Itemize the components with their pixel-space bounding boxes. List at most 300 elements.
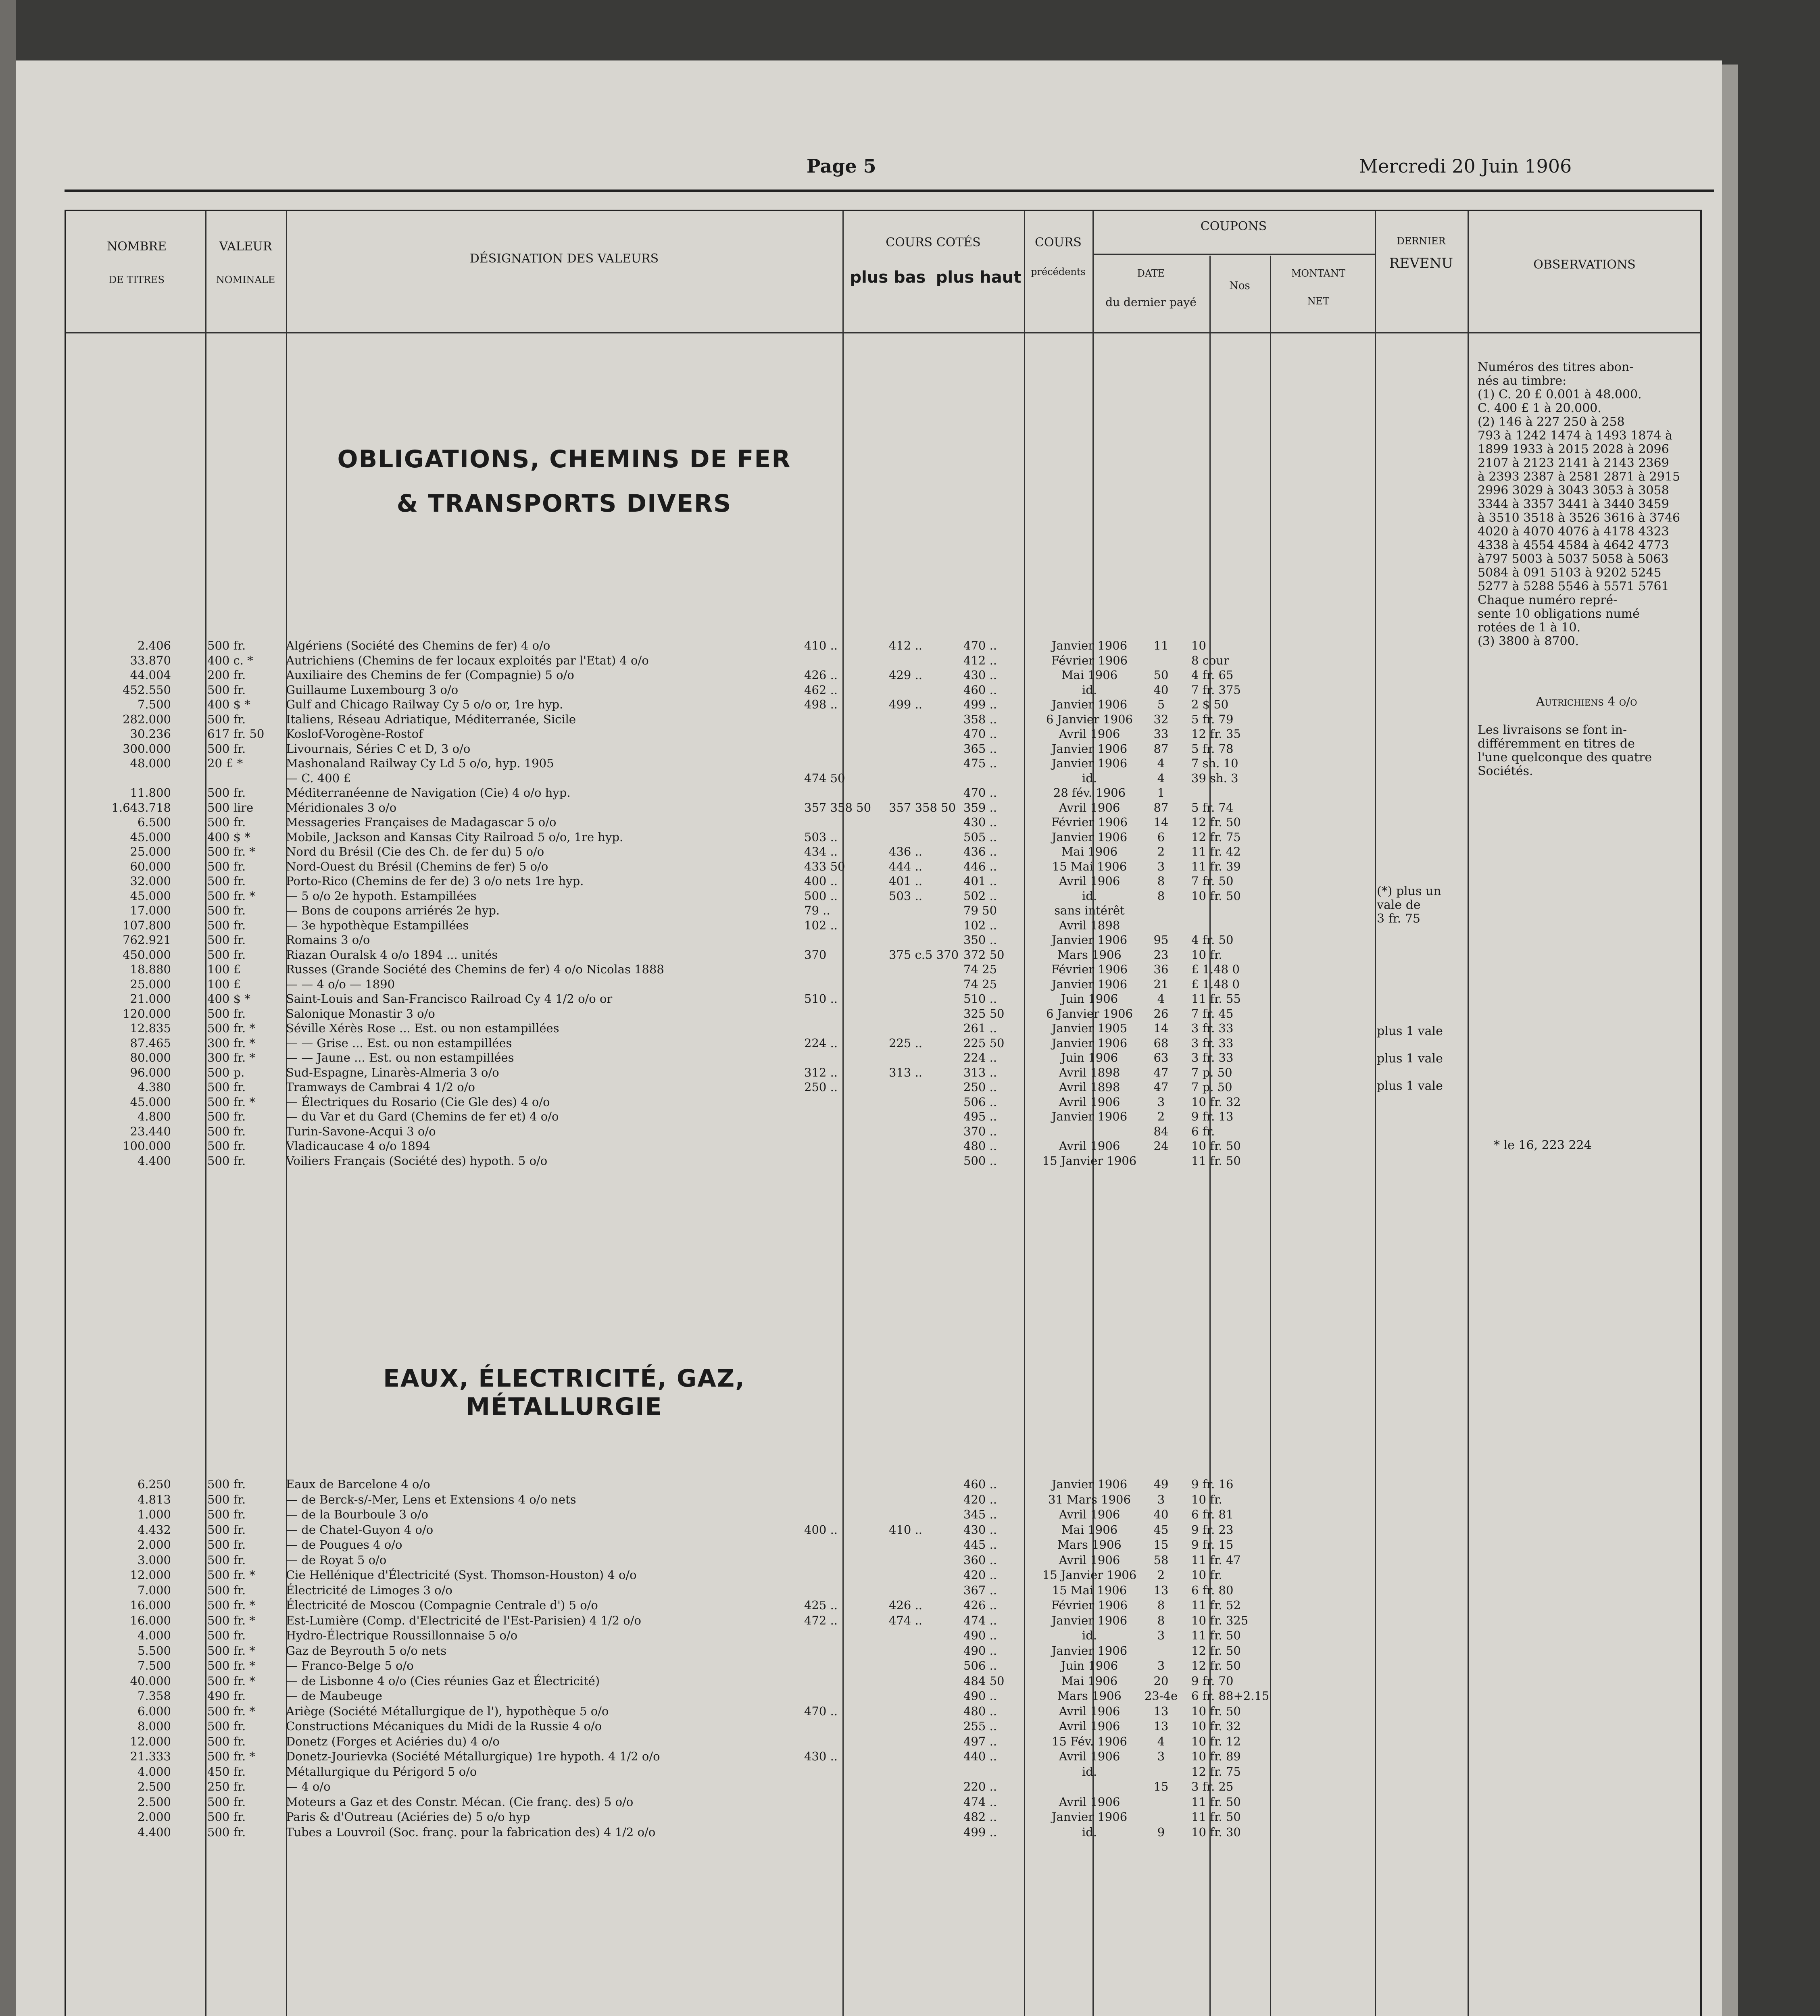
note-le-16: * le 16, 223 224 <box>1494 1138 1592 1152</box>
coupon-date-cell: Avril 1906 <box>1059 800 1120 814</box>
coupon-date-cell: id. <box>1082 1629 1097 1642</box>
montant-net-cell: 7 fr. 45 <box>1191 1006 1234 1020</box>
cours-precedent-cell: 358 .. <box>963 712 997 726</box>
plus-bas-cell: 102 .. <box>804 918 838 932</box>
designation-cell: Hydro-Électrique Roussillonnaise 5 o/o <box>286 1629 518 1642</box>
montant-net-cell: 6 fr. 80 <box>1191 1583 1234 1597</box>
nombre-cell: 45.000 <box>130 1095 171 1109</box>
nombre-cell: 12.835 <box>130 1021 171 1035</box>
coupon-no-cell: 20 <box>1153 1674 1169 1688</box>
nombre-cell: 6.000 <box>137 1704 171 1718</box>
designation-cell: Vladicaucase 4 o/o 1894 <box>286 1139 430 1153</box>
table-row <box>66 1810 1700 1824</box>
nombre-cell: 60.000 <box>130 859 171 873</box>
cours-precedent-cell: 497 .. <box>963 1734 997 1748</box>
nombre-cell: 100.000 <box>123 1139 171 1153</box>
table-row <box>66 830 1700 844</box>
valeur-cell: 500 fr. * <box>207 1598 255 1612</box>
nombre-cell: 44.004 <box>130 668 171 682</box>
coupon-no-cell: 3 <box>1157 1659 1165 1672</box>
coupon-no-cell: 87 <box>1153 741 1169 756</box>
designation-cell: Koslof-Vorogène-Rostof <box>286 727 423 741</box>
observation-line: (3) 3800 à 8700. <box>1478 634 1579 648</box>
coupon-no-cell: 2 <box>1157 845 1165 858</box>
coupon-no-cell: 13 <box>1153 1704 1169 1718</box>
designation-cell: Russes (Grande Société des Chemins de fer) 4 o/o Nicolas 1888 <box>286 962 664 976</box>
valeur-cell: 500 fr. <box>207 1719 246 1733</box>
coupon-no-cell: 23 <box>1153 948 1169 962</box>
coupon-date-cell: Janvier 1906 <box>1051 698 1128 711</box>
cours-precedent-cell: 372 50 <box>963 948 1005 962</box>
cours-precedent-cell: 470 .. <box>963 786 997 800</box>
observations-autrichiens <box>1478 723 1695 778</box>
coupon-date-cell: 31 Mars 1906 <box>1048 1492 1131 1506</box>
nombre-cell: 300.000 <box>123 741 171 756</box>
table-row <box>66 1523 1700 1537</box>
observation-line: 5084 à 091 5103 à 9202 5245 <box>1478 566 1662 580</box>
coupon-no-cell: 47 <box>1153 1065 1169 1079</box>
montant-net-cell: 10 fr. 50 <box>1191 1704 1241 1718</box>
montant-net-cell: 7 fr. 50 <box>1191 874 1234 888</box>
coupon-date-cell: Février 1906 <box>1051 1598 1128 1612</box>
valeur-cell: 300 fr. * <box>207 1036 255 1050</box>
cours-precedent-cell: 426 .. <box>963 1598 997 1612</box>
coupon-date-cell: 15 Janvier 1906 <box>1042 1154 1137 1168</box>
table-row <box>66 1493 1700 1506</box>
table-row <box>66 1614 1700 1627</box>
table-row <box>66 1154 1700 1168</box>
nombre-cell: 1.643.718 <box>111 800 171 814</box>
observation-line: C. 400 £ 1 à 20.000. <box>1478 401 1601 415</box>
valeur-cell: 500 fr. <box>207 1124 246 1138</box>
coupon-date-cell: Janvier 1906 <box>1051 741 1128 756</box>
valeur-cell: 500 lire <box>207 800 254 814</box>
montant-net-cell: 11 fr. 39 <box>1191 859 1241 873</box>
valeur-cell: 500 fr. <box>207 1477 246 1491</box>
observation-line: Les livraisons se font in- <box>1478 723 1627 737</box>
coupon-date-cell: Mars 1906 <box>1057 1689 1122 1703</box>
designation-cell: — de Berck-s/-Mer, Lens et Extensions 4 o/o nets <box>286 1492 576 1506</box>
valeur-cell: 500 fr. * <box>207 1613 255 1627</box>
coupon-no-cell: 32 <box>1153 712 1169 726</box>
montant-net-cell: 7 fr. 375 <box>1191 683 1241 697</box>
col-nos: Nos <box>1229 280 1250 292</box>
designation-cell: — Électriques du Rosario (Cie Gle des) 4 o/o <box>286 1095 550 1109</box>
observation-line: (2) 146 à 227 250 à 258 <box>1478 415 1625 429</box>
valeur-cell: 500 fr. <box>207 918 246 932</box>
valeur-cell: 500 fr. * <box>207 1643 255 1658</box>
designation-cell: Guillaume Luxembourg 3 o/o <box>286 683 459 697</box>
section-title-chemins-de-fer: OBLIGATIONS, CHEMINS DE FER <box>337 445 791 473</box>
montant-net-cell: 3 fr. 25 <box>1191 1780 1234 1793</box>
montant-net-cell: 3 fr. 33 <box>1191 1036 1234 1050</box>
valeur-cell: 400 $ * <box>207 698 250 711</box>
nombre-cell: 16.000 <box>130 1613 171 1627</box>
coupon-no-cell: 9 <box>1157 1825 1165 1839</box>
designation-cell: Sud-Espagne, Linarès-Almeria 3 o/o <box>286 1065 499 1079</box>
designation-cell: — — Grise ... Est. ou non estampillées <box>286 1036 512 1050</box>
coupon-no-cell: 3 <box>1157 859 1165 873</box>
plus-bas-cell: 370 <box>804 948 827 962</box>
nombre-cell: 7.500 <box>137 1659 171 1672</box>
table-row <box>66 1125 1700 1138</box>
col-nombre: NOMBRE DE TITRES <box>106 240 167 285</box>
nombre-cell: 25.000 <box>130 845 171 858</box>
cours-precedent-cell: 420 .. <box>963 1568 997 1582</box>
coupon-no-cell: 2 <box>1157 1568 1165 1582</box>
coupon-no-cell: 15 <box>1153 1538 1169 1552</box>
nombre-cell: 33.870 <box>130 653 171 667</box>
table-row <box>66 948 1700 962</box>
coupon-date-cell: Janvier 1906 <box>1051 1643 1128 1658</box>
coupon-date-cell: id. <box>1082 1764 1097 1779</box>
valeur-cell: 400 c. * <box>207 653 253 667</box>
table-row <box>66 712 1700 726</box>
nombre-cell: 2.500 <box>137 1780 171 1793</box>
coupon-date-cell: 15 Fév. 1906 <box>1052 1734 1127 1748</box>
designation-cell: Méditerranéenne de Navigation (Cie) 4 o/o hyp. <box>286 786 571 800</box>
montant-net-cell: 9 fr. 70 <box>1191 1674 1234 1688</box>
designation-cell: Turin-Savone-Acqui 3 o/o <box>286 1124 436 1138</box>
montant-net-cell: 6 fr. 81 <box>1191 1508 1234 1521</box>
montant-net-cell: £ 1.48 0 <box>1191 962 1240 976</box>
cours-precedent-cell: 505 .. <box>963 830 997 844</box>
page-date: Mercredi 20 Juin 1906 <box>1359 155 1572 177</box>
observation-line: 3344 à 3357 3441 à 3440 3459 <box>1478 497 1669 511</box>
coupon-date-cell: Janvier 1906 <box>1051 639 1128 652</box>
plus-haut-cell: 436 .. <box>889 845 923 858</box>
section-title-eaux: EAUX, ÉLECTRICITÉ, GAZ, MÉTALLURGIE <box>383 1364 745 1421</box>
nombre-cell: 2.406 <box>137 639 171 652</box>
table-row <box>66 654 1700 667</box>
montant-net-cell: 12 fr. 50 <box>1191 1659 1241 1672</box>
montant-net-cell: 5 fr. 74 <box>1191 800 1234 814</box>
montant-net-cell: 10 fr. 89 <box>1191 1749 1241 1763</box>
montant-net-cell: 39 sh. 3 <box>1191 771 1238 785</box>
nombre-cell: 87.465 <box>130 1036 171 1050</box>
cours-precedent-cell: 480 .. <box>963 1704 997 1718</box>
designation-cell: Messageries Françaises de Madagascar 5 o/o <box>286 815 557 829</box>
coupon-date-cell: Avril 1906 <box>1059 727 1120 741</box>
designation-cell: — du Var et du Gard (Chemins de fer et) 4 o/o <box>286 1110 559 1123</box>
designation-cell: Cie Hellénique d'Électricité (Syst. Thomson-Houston) 4 o/o <box>286 1568 637 1582</box>
valeur-cell: 500 fr. <box>207 1583 246 1597</box>
cours-precedent-cell: 225 50 <box>963 1036 1005 1050</box>
coupon-date-cell: Janvier 1906 <box>1051 1110 1128 1123</box>
plus-haut-cell: 375 c.5 370 <box>889 948 959 962</box>
montant-net-cell: 9 fr. 23 <box>1191 1522 1234 1537</box>
montant-net-cell: 9 fr. 13 <box>1191 1110 1234 1123</box>
plus-haut-cell: 426 .. <box>889 1598 923 1612</box>
plus-bas-cell: 498 .. <box>804 698 838 711</box>
cours-precedent-cell: 474 .. <box>963 1613 997 1627</box>
montant-net-cell: 9 fr. 15 <box>1191 1538 1234 1552</box>
plus-bas-cell: 357 358 50 <box>804 800 871 814</box>
valeur-cell: 500 fr. * <box>207 1659 255 1672</box>
coupon-date-cell: 15 Janvier 1906 <box>1042 1568 1137 1582</box>
coupon-date-cell: Juin 1906 <box>1061 1659 1118 1672</box>
plus-haut-cell: 410 .. <box>889 1522 923 1537</box>
plus-haut-cell: 401 .. <box>889 874 923 888</box>
observation-line: différemment en titres de <box>1478 737 1635 751</box>
cours-precedent-cell: 506 .. <box>963 1095 997 1109</box>
table-row <box>66 786 1700 800</box>
valeur-cell: 500 fr. <box>207 1508 246 1521</box>
cours-precedent-cell: 480 .. <box>963 1139 997 1153</box>
coupon-date-cell: Février 1906 <box>1051 962 1128 976</box>
observation-line: 2996 3029 à 3043 3053 à 3058 <box>1478 483 1669 498</box>
table-row <box>66 1735 1700 1748</box>
montant-net-cell: 10 fr. <box>1191 1492 1222 1506</box>
coupon-date-cell: Mai 1906 <box>1061 1522 1118 1537</box>
table-row <box>66 1110 1700 1123</box>
valeur-cell: 450 fr. <box>207 1764 246 1779</box>
nombre-cell: 4.813 <box>137 1492 171 1506</box>
col-plus-bas: plus bas <box>850 268 926 287</box>
observation-line: 5277 à 5288 5546 à 5571 5761 <box>1478 579 1669 594</box>
nombre-cell: 2.500 <box>137 1795 171 1809</box>
valeur-cell: 500 fr. <box>207 1538 246 1552</box>
montant-net-cell: 4 fr. 50 <box>1191 933 1234 947</box>
cours-precedent-cell: 325 50 <box>963 1006 1005 1020</box>
valeur-cell: 500 fr. * <box>207 1749 255 1763</box>
montant-net-cell: 7 p. 50 <box>1191 1080 1232 1094</box>
plus-bas-cell: 503 .. <box>804 830 838 844</box>
table-row <box>66 1704 1700 1718</box>
coupon-date-cell: 6 Janvier 1906 <box>1046 1006 1133 1020</box>
cours-precedent-cell: 490 .. <box>963 1689 997 1703</box>
plus-bas-cell: 430 .. <box>804 1749 838 1763</box>
table-row <box>66 1825 1700 1839</box>
designation-cell: Auxiliaire des Chemins de fer (Compagnie) 5 o/o <box>286 668 574 682</box>
valeur-cell: 500 fr. <box>207 1825 246 1839</box>
table-row <box>66 1553 1700 1567</box>
cours-precedent-cell: 224 .. <box>963 1051 997 1064</box>
coupon-no-cell: 13 <box>1153 1719 1169 1733</box>
coupon-no-cell: 8 <box>1157 1613 1165 1627</box>
nombre-cell: 452.550 <box>123 683 171 697</box>
cours-precedent-cell: 500 .. <box>963 1154 997 1168</box>
montant-net-cell: 5 fr. 79 <box>1191 712 1234 726</box>
col-observations: OBSERVATIONS <box>1533 258 1636 272</box>
valeur-cell: 500 fr. <box>207 1080 246 1094</box>
valeur-cell: 500 fr. <box>207 1810 246 1824</box>
designation-cell: Constructions Mécaniques du Midi de la Russie 4 o/o <box>286 1719 602 1733</box>
valeur-cell: 20 £ * <box>207 756 243 770</box>
cours-precedent-cell: 359 .. <box>963 800 997 814</box>
cours-precedent-cell: 445 .. <box>963 1538 997 1552</box>
coupon-date-cell: Avril 1898 <box>1059 1080 1120 1094</box>
table-row <box>66 815 1700 829</box>
col-dernier-revenu: DERNIER REVENU <box>1389 235 1453 271</box>
valeur-cell: 500 fr. * <box>207 1095 255 1109</box>
table-row <box>66 698 1700 711</box>
designation-cell: — de Pougues 4 o/o <box>286 1538 402 1552</box>
designation-cell: Gaz de Beyrouth 5 o/o nets <box>286 1643 447 1658</box>
cours-precedent-cell: 506 .. <box>963 1659 997 1672</box>
montant-net-cell: 10 fr. 32 <box>1191 1095 1241 1109</box>
cours-precedent-cell: 499 .. <box>963 1825 997 1839</box>
designation-cell: Séville Xérès Rose ... Est. ou non estampillées <box>286 1021 559 1035</box>
valeur-cell: 490 fr. <box>207 1689 246 1703</box>
plus-haut-cell: 225 .. <box>889 1036 923 1050</box>
table-row <box>66 1659 1700 1672</box>
cours-precedent-cell: 470 .. <box>963 727 997 741</box>
coupon-date-cell: Juin 1906 <box>1061 1051 1118 1064</box>
cours-precedent-cell: 470 .. <box>963 639 997 652</box>
table-row <box>66 727 1700 741</box>
designation-cell: — de Lisbonne 4 o/o (Cies réunies Gaz et Électricité) <box>286 1674 600 1688</box>
plus-haut-cell: 412 .. <box>889 639 923 652</box>
cours-precedent-cell: 430 .. <box>963 815 997 829</box>
valeur-cell: 500 fr. * <box>207 889 255 903</box>
designation-cell: Porto-Rico (Chemins de fer de) 3 o/o nets 1re hyp. <box>286 874 584 888</box>
plus-bas-cell: 426 .. <box>804 668 838 682</box>
valeur-cell: 500 fr. <box>207 1492 246 1506</box>
montant-net-cell: 11 fr. 47 <box>1191 1553 1241 1567</box>
nombre-cell: 762.921 <box>123 933 171 947</box>
designation-cell: Riazan Ouralsk 4 o/o 1894 ... unités <box>286 948 498 962</box>
coupon-date-cell: Juin 1906 <box>1061 992 1118 1006</box>
cours-precedent-cell: 499 .. <box>963 698 997 711</box>
valeur-cell: 500 fr. * <box>207 1568 255 1582</box>
valeur-cell: 500 fr. <box>207 859 246 873</box>
plus-haut-cell: 503 .. <box>889 889 923 903</box>
montant-net-cell: 2 $ 50 <box>1191 698 1229 711</box>
coupon-date-cell: 6 Janvier 1906 <box>1046 712 1133 726</box>
designation-cell: Ariège (Société Métallurgique de l'), hypothèque 5 o/o <box>286 1704 609 1718</box>
cours-precedent-cell: 220 .. <box>963 1780 997 1793</box>
coupon-no-cell: 8 <box>1157 874 1165 888</box>
designation-cell: Électricité de Moscou (Compagnie Centrale d') 5 o/o <box>286 1598 598 1612</box>
coupon-no-cell: 3 <box>1157 1749 1165 1763</box>
montant-net-cell: 10 fr. 50 <box>1191 889 1241 903</box>
designation-cell: Mobile, Jackson and Kansas City Railroad 5 o/o, 1re hyp. <box>286 830 623 844</box>
table-row <box>66 683 1700 697</box>
col-cours-cotes: COURS COTÉS <box>886 235 981 250</box>
designation-cell: Nord du Brésil (Cie des Ch. de fer du) 5 o/o <box>286 845 544 858</box>
cours-precedent-cell: 430 .. <box>963 1522 997 1537</box>
table-row <box>66 1568 1700 1582</box>
cours-precedent-cell: 446 .. <box>963 859 997 873</box>
coupon-date-cell: Avril 1906 <box>1059 1749 1120 1763</box>
cours-precedent-cell: 430 .. <box>963 668 997 682</box>
valeur-cell: 500 fr. <box>207 1006 246 1020</box>
valeur-cell: 500 fr. <box>207 712 246 726</box>
coupon-no-cell: 40 <box>1153 683 1169 697</box>
table-row <box>66 668 1700 682</box>
table-row <box>66 756 1700 770</box>
montant-net-cell: 10 fr. 50 <box>1191 1139 1241 1153</box>
observation-line: 793 à 1242 1474 à 1493 1874 à <box>1478 429 1673 443</box>
observation-line: 4338 à 4554 4584 à 4642 4773 <box>1478 538 1669 552</box>
plus-bas-cell: 79 .. <box>804 904 830 917</box>
montant-net-cell: 6 fr. <box>1191 1124 1215 1138</box>
designation-cell: Italiens, Réseau Adriatique, Méditerranée, Sicile <box>286 712 576 726</box>
montant-net-cell: 11 fr. 50 <box>1191 1810 1241 1824</box>
coupon-no-cell: 1 <box>1157 786 1165 800</box>
designation-cell: Donetz-Jourievka (Société Métallurgique) 1re hypoth. 4 1/2 o/o <box>286 1749 660 1763</box>
observation-line: vale de <box>1377 898 1421 912</box>
nombre-cell: 8.000 <box>137 1719 171 1733</box>
coupon-date-cell: 15 Mai 1906 <box>1052 1583 1127 1597</box>
coupon-date-cell: Mai 1906 <box>1061 1674 1118 1688</box>
col-coupons: COUPONS <box>1200 219 1267 233</box>
designation-cell: — Franco-Belge 5 o/o <box>286 1659 414 1672</box>
coupon-date-cell: Janvier 1905 <box>1051 1021 1128 1035</box>
montant-net-cell: 7 p. 50 <box>1191 1065 1232 1079</box>
nombre-cell: 4.800 <box>137 1110 171 1123</box>
cours-precedent-cell: 420 .. <box>963 1492 997 1506</box>
coupon-date-cell: 28 fév. 1906 <box>1053 786 1126 800</box>
nombre-cell: 96.000 <box>130 1065 171 1079</box>
plus-haut-cell: 357 358 50 <box>889 800 956 814</box>
cours-precedent-cell: 475 .. <box>963 756 997 770</box>
montant-net-cell: 10 fr. 30 <box>1191 1825 1241 1839</box>
page-edge-left <box>0 0 16 2016</box>
nombre-cell: 16.000 <box>130 1598 171 1612</box>
table-row <box>66 1538 1700 1552</box>
table-row <box>66 1477 1700 1491</box>
table-row <box>66 1644 1700 1658</box>
cours-precedent-cell: 490 .. <box>963 1629 997 1642</box>
observation-line: à 3510 3518 à 3526 3616 à 3746 <box>1478 511 1680 525</box>
col-designation: DÉSIGNATION DES VALEURS <box>469 252 659 266</box>
observation-line: Sociétés. <box>1478 764 1533 778</box>
cours-precedent-cell: 360 .. <box>963 1553 997 1567</box>
coupon-no-cell: 33 <box>1153 727 1169 741</box>
montant-net-cell: 11 fr. 52 <box>1191 1598 1241 1612</box>
cours-precedent-cell: 255 .. <box>963 1719 997 1733</box>
coupon-no-cell: 13 <box>1153 1583 1169 1597</box>
cours-precedent-cell: 345 .. <box>963 1508 997 1521</box>
designation-cell: Eaux de Barcelone 4 o/o <box>286 1477 430 1491</box>
nombre-cell: 4.432 <box>137 1522 171 1537</box>
table-row <box>66 1689 1700 1703</box>
valeur-cell: 500 fr. <box>207 1734 246 1748</box>
valeur-cell: 500 fr. <box>207 904 246 917</box>
nombre-cell: 12.000 <box>130 1568 171 1582</box>
cours-precedent-cell: 502 .. <box>963 889 997 903</box>
observation-line: nés au timbre: <box>1478 374 1567 388</box>
observation-line: (1) C. 20 £ 0.001 à 48.000. <box>1478 387 1642 402</box>
montant-net-cell: 10 fr. 12 <box>1191 1734 1241 1748</box>
plus-haut-cell: 429 .. <box>889 668 923 682</box>
plus-bas-cell: 434 .. <box>804 845 838 858</box>
coupon-date-cell: Janvier 1906 <box>1051 756 1128 770</box>
nombre-cell: 17.000 <box>130 904 171 917</box>
plus-bas-cell: 500 .. <box>804 889 838 903</box>
observation-line: plus 1 vale <box>1377 1079 1443 1093</box>
montant-net-cell: 6 fr. 88+2.15 <box>1191 1689 1270 1703</box>
valeur-cell: 500 fr. <box>207 933 246 947</box>
cours-precedent-cell: 365 .. <box>963 741 997 756</box>
coupon-date-cell: id. <box>1082 771 1097 785</box>
coupon-date-cell: Avril 1898 <box>1059 1065 1120 1079</box>
cours-precedent-cell: 102 .. <box>963 918 997 932</box>
coupon-no-cell: 58 <box>1153 1553 1169 1567</box>
montant-net-cell: 5 fr. 78 <box>1191 741 1234 756</box>
plus-bas-cell: 400 .. <box>804 1522 838 1537</box>
nombre-cell: 450.000 <box>123 948 171 962</box>
nombre-cell: 21.000 <box>130 992 171 1006</box>
cours-precedent-cell: 74 25 <box>963 977 997 991</box>
coupon-date-cell: sans intérêt <box>1054 904 1125 917</box>
designation-cell: Saint-Louis and San-Francisco Railroad Cy 4 1/2 o/o or <box>286 992 613 1006</box>
nombre-cell: 4.380 <box>137 1080 171 1094</box>
plus-bas-cell: 462 .. <box>804 683 838 697</box>
coupon-date-cell: Avril 1906 <box>1059 1095 1120 1109</box>
